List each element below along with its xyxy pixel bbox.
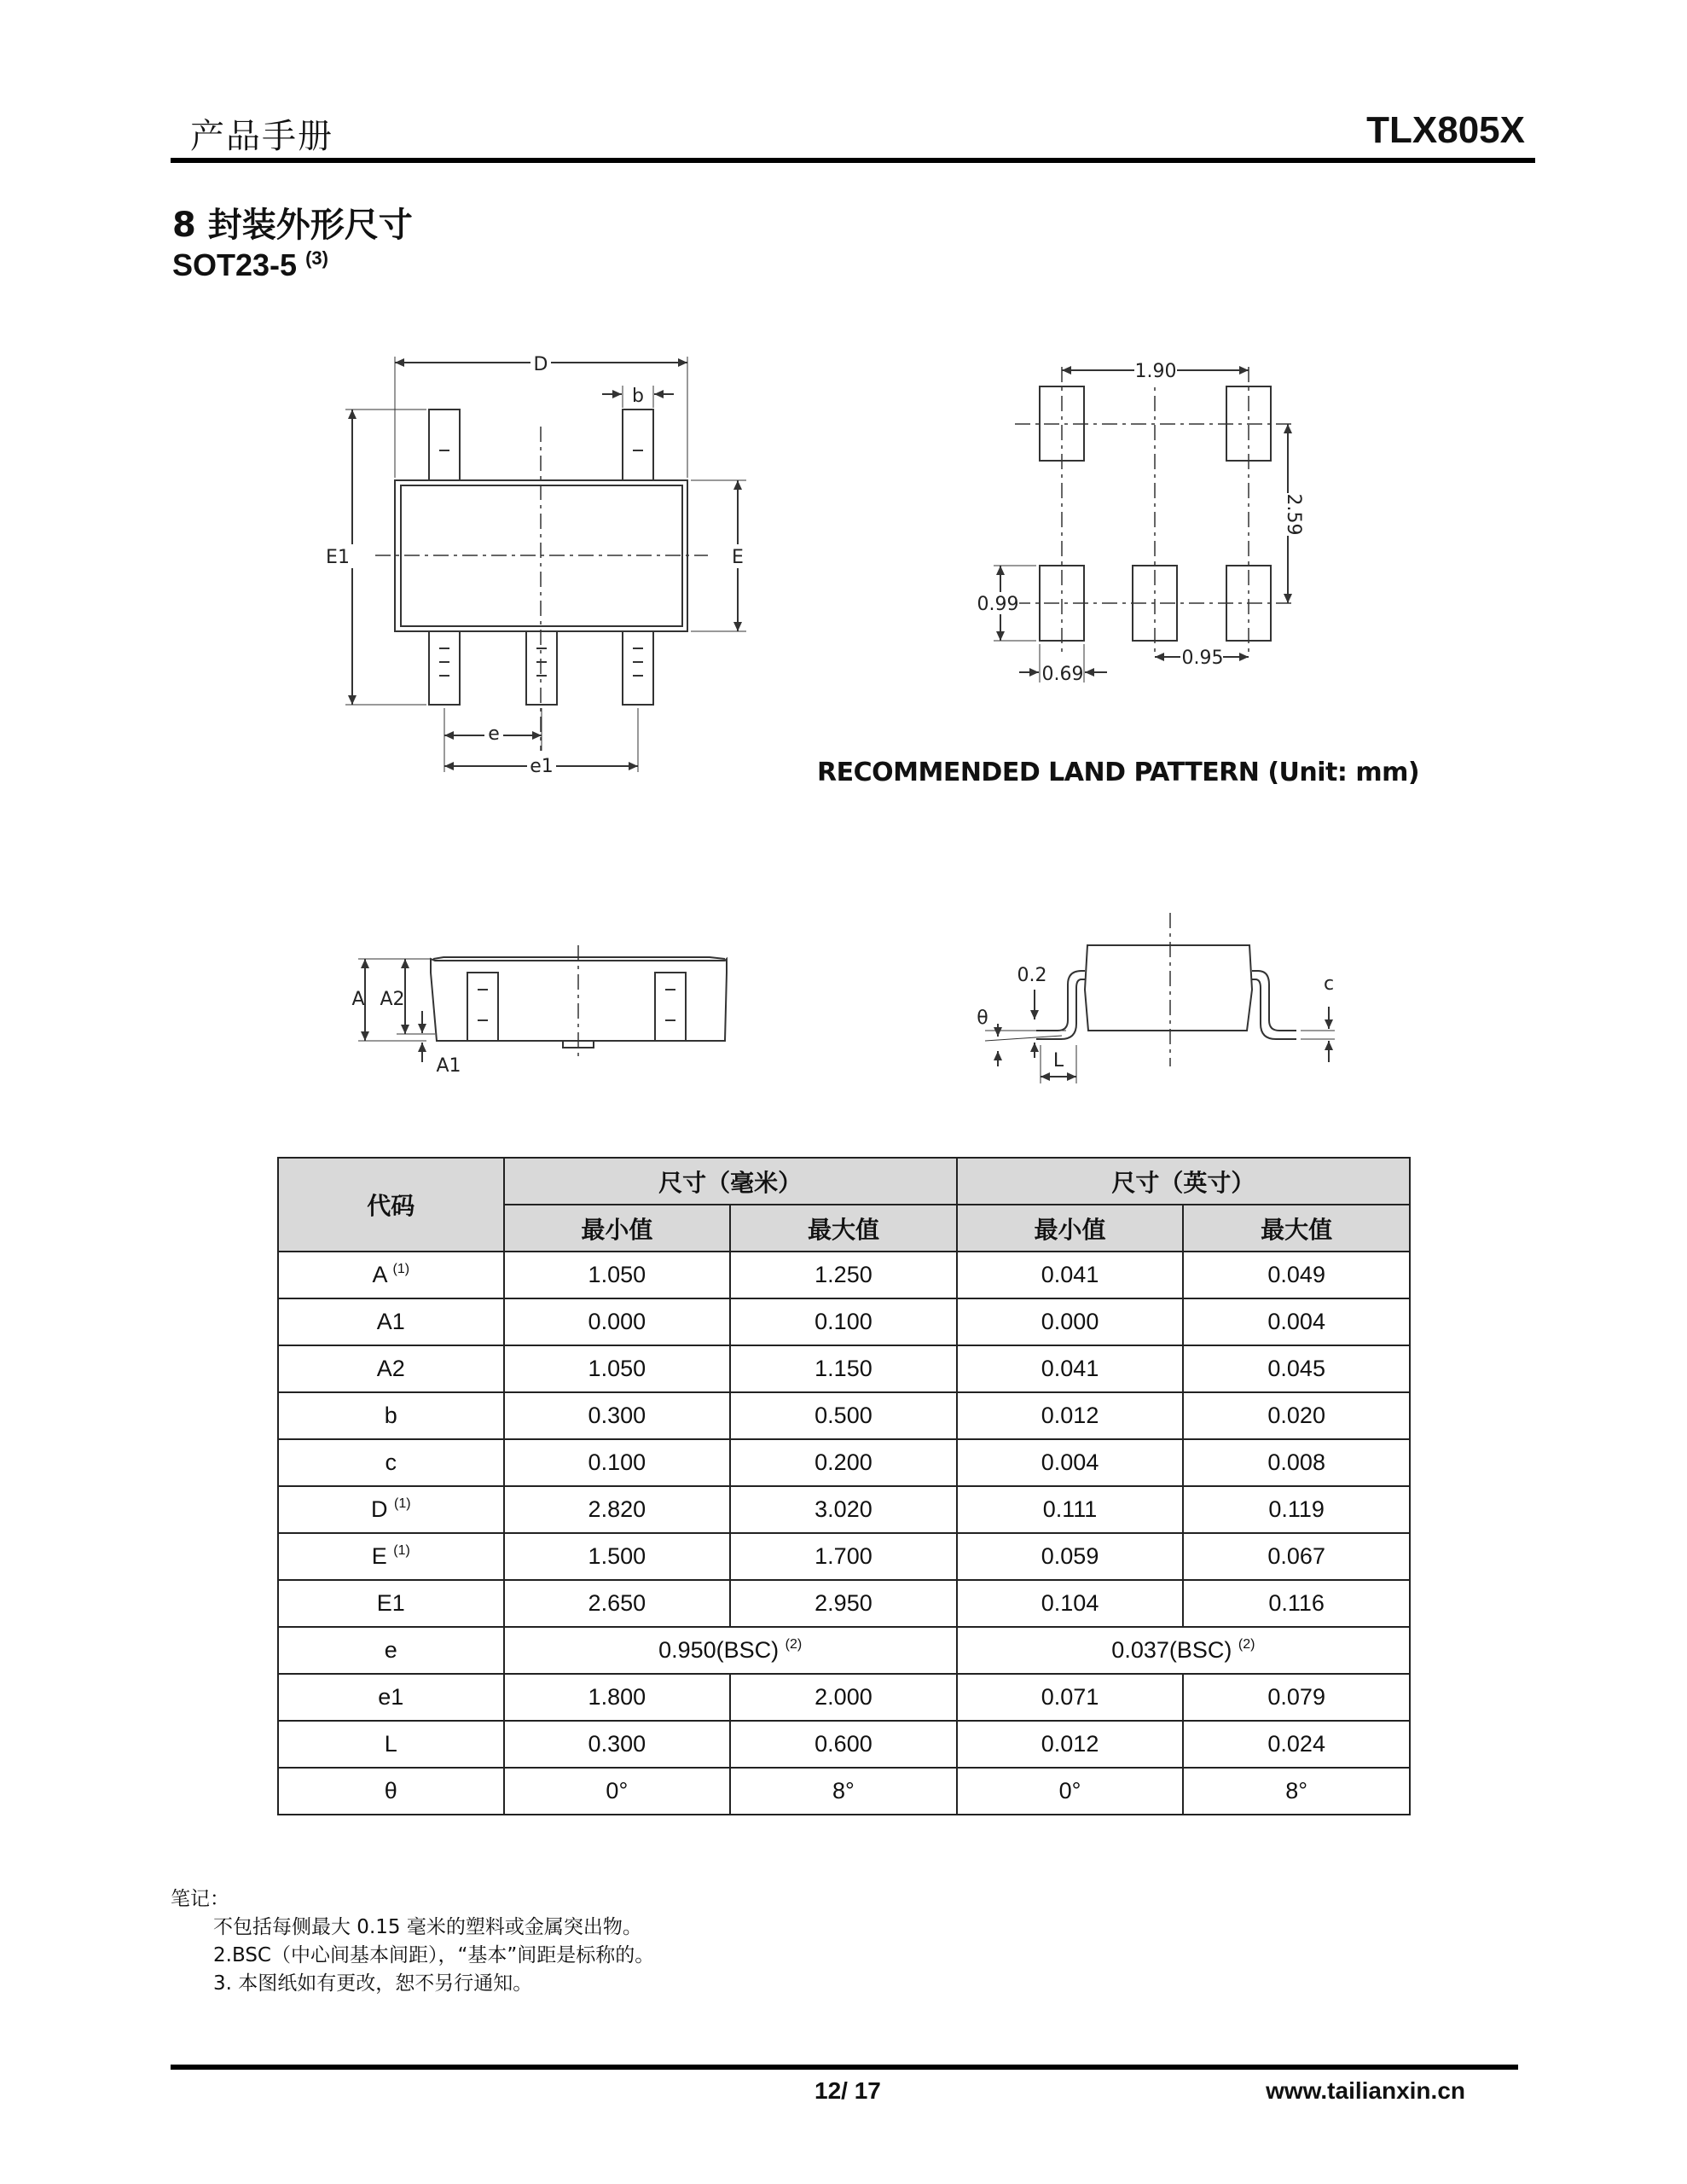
cell-in-max: 0.004: [1183, 1298, 1410, 1345]
cell-in-min: 0.004: [957, 1439, 1184, 1486]
table-row: [278, 1392, 1410, 1439]
page-number: 12/ 17: [815, 2077, 881, 2104]
header-in-min: 最小值: [957, 1205, 1184, 1252]
table-row: [278, 1345, 1410, 1392]
cell-mm-min: 1.050: [504, 1252, 731, 1298]
cell-code: E $^{(1)}$: [278, 1533, 504, 1580]
land-dim-099: 0.99: [977, 594, 1019, 615]
cell-code: θ: [278, 1768, 504, 1815]
cell-mm-min: 0°: [504, 1768, 731, 1815]
cell-in-min: 0.041: [957, 1345, 1184, 1392]
cell-code: E1: [278, 1580, 504, 1627]
cell-mm-bsc: 0.950(BSC) $^{(2)}$: [504, 1627, 957, 1674]
cell-in-max: 0.067: [1183, 1533, 1410, 1580]
dim-label-A: A: [351, 989, 365, 1010]
dim-label-E: E: [732, 547, 744, 568]
cell-in-max: 0.008: [1183, 1439, 1410, 1486]
dim-label-A1: A1: [436, 1055, 461, 1077]
part-number: TLX805X: [1366, 109, 1525, 151]
cell-mm-max: 0.600: [730, 1721, 957, 1768]
land-pattern: [994, 367, 1296, 682]
notes: [171, 1885, 654, 1998]
cell-mm-max: 1.250: [730, 1252, 957, 1298]
cell-mm-max: 0.100: [730, 1298, 957, 1345]
table-row: [278, 1298, 1410, 1345]
land-dim-095: 0.95: [1181, 648, 1224, 669]
dim-label-theta: θ: [977, 1008, 988, 1029]
dim-label-e1: e1: [530, 756, 554, 777]
cell-in-min: 0.012: [957, 1392, 1184, 1439]
land-pattern-caption: RECOMMENDED LAND PATTERN (Unit: mm): [817, 758, 1420, 787]
lead-profile-view: [985, 913, 1335, 1083]
cell-code: b: [278, 1392, 504, 1439]
dim-label-c: c: [1323, 973, 1335, 995]
cell-in-min: 0.000: [957, 1298, 1184, 1345]
note-item: 不包括每侧最大 0.15 毫米的塑料或金属突出物。: [213, 1916, 642, 1938]
cell-in-min: 0.041: [957, 1252, 1184, 1298]
cell-in-max: 8°: [1183, 1768, 1410, 1815]
dim-label-L: L: [1052, 1050, 1064, 1072]
cell-in-min: 0.012: [957, 1721, 1184, 1768]
cell-in-min: 0.071: [957, 1674, 1184, 1721]
cell-in-min: 0.104: [957, 1580, 1184, 1627]
section-title: 8 封装外形尺寸: [172, 206, 413, 245]
header-mm-min: 最小值: [504, 1205, 731, 1252]
dim-label-b: b: [632, 386, 644, 407]
land-dim-069: 0.69: [1041, 664, 1084, 685]
table-row: [278, 1627, 1410, 1674]
land-dim-190: 1.90: [1134, 361, 1177, 382]
cell-code: A2: [278, 1345, 504, 1392]
cell-in-max: 0.024: [1183, 1721, 1410, 1768]
cell-code: D $^{(1)}$: [278, 1486, 504, 1533]
table-row: [278, 1580, 1410, 1627]
cell-mm-min: 0.300: [504, 1721, 731, 1768]
cell-mm-min: 0.000: [504, 1298, 731, 1345]
header-mm: 尺寸（毫米）: [504, 1158, 957, 1205]
dim-label-A2: A2: [380, 989, 405, 1010]
cell-mm-min: 1.050: [504, 1345, 731, 1392]
note-item: 3. 本图纸如有更改，恕不另行通知。: [213, 1972, 533, 1995]
package-note: (3): [305, 247, 328, 269]
cell-mm-min: 0.300: [504, 1392, 731, 1439]
cell-in-max: 0.119: [1183, 1486, 1410, 1533]
table-row: [278, 1439, 1410, 1486]
cell-code: e1: [278, 1674, 504, 1721]
cell-mm-max: 8°: [730, 1768, 957, 1815]
notes-heading: 笔记：: [171, 1888, 229, 1910]
cell-code: A $^{(1)}$: [278, 1252, 504, 1298]
cell-mm-min: 0.100: [504, 1439, 731, 1486]
table-row: [278, 1721, 1410, 1768]
cell-in-max: 0.020: [1183, 1392, 1410, 1439]
package-label: SOT23-5: [172, 247, 298, 282]
cell-mm-max: 0.200: [730, 1439, 957, 1486]
cell-code: c: [278, 1439, 504, 1486]
cell-code: A1: [278, 1298, 504, 1345]
land-dim-259: 2.59: [1283, 493, 1304, 536]
doc-type-title: 产品手册: [190, 117, 333, 156]
cell-in-max: 0.049: [1183, 1252, 1410, 1298]
cell-in-min: 0.059: [957, 1533, 1184, 1580]
header-mm-max: 最大值: [730, 1205, 957, 1252]
dim-label-E1: E1: [326, 547, 350, 568]
table-row: [278, 1674, 1410, 1721]
gauge-label: 0.2: [1017, 965, 1047, 986]
cell-mm-max: 2.950: [730, 1580, 957, 1627]
dim-label-D: D: [533, 354, 548, 375]
cell-mm-min: 1.800: [504, 1674, 731, 1721]
cell-mm-max: 0.500: [730, 1392, 957, 1439]
cell-code: e: [278, 1627, 504, 1674]
cell-in-max: 0.079: [1183, 1674, 1410, 1721]
cell-mm-min: 2.650: [504, 1580, 731, 1627]
cell-mm-min: 1.500: [504, 1533, 731, 1580]
cell-mm-max: 2.000: [730, 1674, 957, 1721]
cell-in-max: 0.116: [1183, 1580, 1410, 1627]
table-row: [278, 1768, 1410, 1815]
dim-label-e: e: [488, 723, 500, 745]
side-view: [358, 945, 727, 1062]
header-in-max: 最大值: [1183, 1205, 1410, 1252]
note-item: 2.BSC（中心间基本间距），“基本”间距是标称的。: [213, 1944, 655, 1966]
cell-in-bsc: 0.037(BSC) $^{(2)}$: [957, 1627, 1410, 1674]
table-row: [278, 1252, 1410, 1298]
cell-in-min: 0°: [957, 1768, 1184, 1815]
table-row: [278, 1486, 1410, 1533]
cell-in-min: 0.111: [957, 1486, 1184, 1533]
header-inch: 尺寸（英寸）: [957, 1158, 1410, 1205]
website-link[interactable]: www.tailianxin.cn: [1266, 2077, 1465, 2104]
cell-mm-max: 1.700: [730, 1533, 957, 1580]
land-pattern-labels: [977, 360, 1304, 685]
cell-mm-max: 1.150: [730, 1345, 957, 1392]
footer-rule: [171, 2065, 1518, 2070]
cell-code: L: [278, 1721, 504, 1768]
cell-mm-min: 2.820: [504, 1486, 731, 1533]
dimensions-table: [277, 1157, 1411, 1815]
header-code: 代码: [278, 1158, 504, 1252]
cell-in-max: 0.045: [1183, 1345, 1410, 1392]
top-view: [345, 357, 746, 772]
table-row: [278, 1533, 1410, 1580]
cell-mm-max: 3.020: [730, 1486, 957, 1533]
